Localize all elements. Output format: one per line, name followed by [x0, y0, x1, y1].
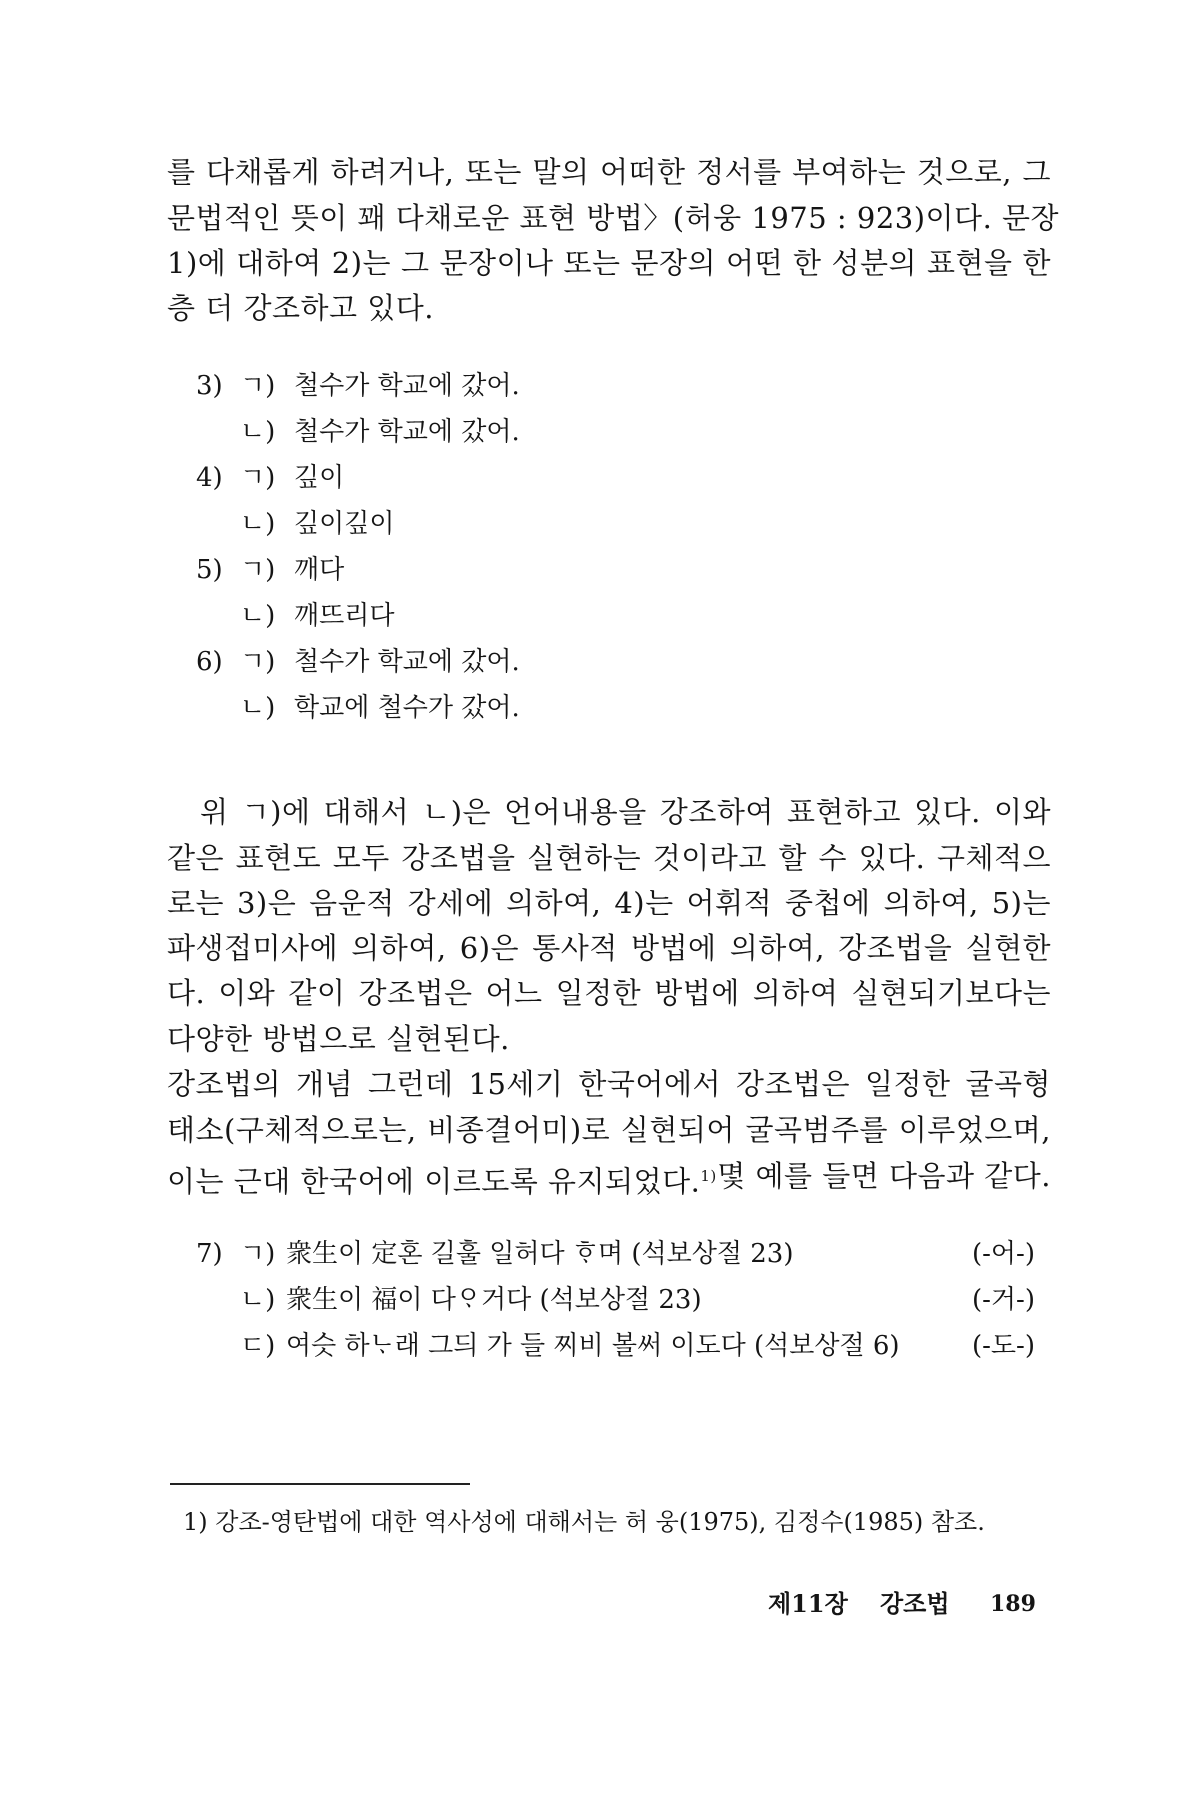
example-number: 6) [196, 647, 223, 677]
example-text: 철수가 학교에 갔어. [294, 371, 520, 401]
running-head-title: 강조법 [880, 1589, 950, 1618]
page-number: 189 [990, 1591, 1036, 1617]
example-text: 학교에 철수가 갔어. [294, 693, 520, 723]
paragraph-line [167, 1156, 1051, 1202]
footnote-reference[interactable]: 1) [700, 1167, 717, 1185]
example-text: 깨뜨리다 [294, 601, 395, 631]
paragraph-line: 파생접미사에 의하여, 6)은 통사적 방법에 의하여, 강조법을 실현한 [167, 931, 1051, 965]
example-number: 5) [196, 555, 223, 585]
paragraph-line: 같은 표현도 모두 강조법을 실현하는 것이라고 할 수 있다. 구체적으 [167, 841, 1051, 875]
example-suffix: (-도-) [972, 1331, 1035, 1361]
footnote-divider [170, 1483, 470, 1485]
running-head-chapter: 제11장 [768, 1589, 848, 1618]
paragraph-line: 다양한 방법으로 실현된다. [167, 1022, 510, 1056]
example-mark: ㄷ) [240, 1331, 276, 1361]
example-mark: ㄴ) [240, 417, 276, 447]
example-mark: ㄱ) [240, 647, 276, 677]
example-mark: ㄱ) [240, 371, 276, 401]
paragraph-line-head [167, 1156, 717, 1202]
example-mark: ㄱ) [240, 463, 276, 493]
example-text: 철수가 학교에 갔어. [294, 417, 520, 447]
example-suffix: (-거-) [972, 1285, 1035, 1315]
example-number: 7) [196, 1239, 223, 1269]
paragraph-line: 태소(구체적으로는, 비종결어미)로 실현되어 굴곡범주를 이루었으며, [167, 1113, 1051, 1147]
example-mark: ㄴ) [240, 509, 276, 539]
example-mark: ㄴ) [240, 1285, 276, 1315]
example-text: 깨다 [294, 555, 345, 585]
example-number: 4) [196, 463, 223, 493]
paragraph-text: 이는 근대 한국어에 이르도록 유지되었다. [167, 1164, 701, 1199]
example-mark: ㄱ) [240, 555, 276, 585]
example-text: 깊이 [294, 463, 345, 493]
example-text: 여슷 하ᄂᆞ래 그듸 가 들 찌비 볼써 이도다 (석보상절 6) [286, 1331, 900, 1361]
paragraph-line: 로는 3)은 음운적 강세에 의하여, 4)는 어휘적 중첩에 의하여, 5)는 [167, 886, 1051, 920]
example-mark: ㄴ) [240, 601, 276, 631]
paragraph-line: 위 ㄱ)에 대해서 ㄴ)은 언어내용을 강조하여 표현하고 있다. 이와 [200, 795, 1051, 829]
example-text: 衆生이 福이 다ᄋᆞ거다 (석보상절 23) [286, 1285, 702, 1315]
example-suffix: (-어-) [972, 1239, 1035, 1269]
paragraph-line: 다. 이와 같이 강조법은 어느 일정한 방법에 의하여 실현되기보다는 [167, 976, 1051, 1010]
example-text: 衆生이 定혼 길훌 일허다 ᄒᆞ며 (석보상절 23) [286, 1239, 794, 1269]
paragraph-line: 1)에 대하여 2)는 그 문장이나 또는 문장의 어떤 한 성분의 표현을 한 [167, 246, 1051, 280]
paragraph-line: 를 다채롭게 하려거나, 또는 말의 어떠한 정서를 부여하는 것으로, 그 [167, 155, 1051, 189]
paragraph-line-tail: 몇 예를 들면 다음과 같다. [717, 1159, 1051, 1193]
example-number: 3) [196, 371, 223, 401]
example-mark: ㄴ) [240, 693, 276, 723]
example-text: 철수가 학교에 갔어. [294, 647, 520, 677]
paragraph-line: 층 더 강조하고 있다. [167, 291, 434, 325]
example-text: 깊이깊이 [294, 509, 395, 539]
paragraph-line: 문법적인 뜻이 꽤 다채로운 표현 방법〉(허웅 1975 : 923)이다. 문장 [167, 201, 1060, 235]
example-mark: ㄱ) [240, 1239, 276, 1269]
footnote: 1) 강조-영탄법에 대한 역사성에 대해서는 허 웅(1975), 김정수(1985) 참조. [183, 1508, 985, 1536]
paragraph-line: 강조법의 개념 그런데 15세기 한국어에서 강조법은 일정한 굴곡형 [167, 1067, 1051, 1101]
